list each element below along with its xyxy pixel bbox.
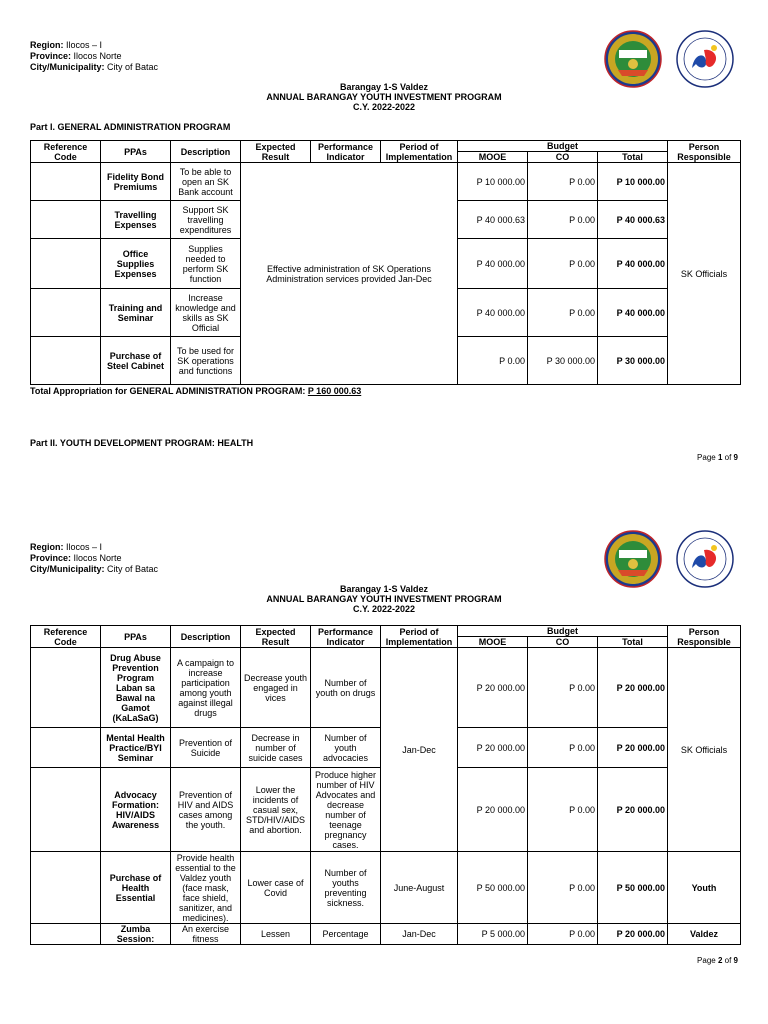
expected-result-merged-cell: Effective administration of SK Operations Administration services provided Jan-Dec [241, 163, 458, 385]
total-cell: P 10 000.00 [598, 163, 668, 201]
page-of: of [724, 453, 732, 462]
co-cell: P 30 000.00 [528, 337, 598, 385]
ppa-cell: Travelling Expenses [101, 201, 171, 239]
sangguniang-kabataan-seal-icon [676, 530, 734, 588]
header-mooe: MOOE [458, 152, 528, 163]
city-of-batac-seal-icon [604, 30, 662, 88]
ppa-cell: Zumba Session: [101, 924, 171, 945]
indicator-cell: Percentage [311, 924, 381, 945]
total-cell: P 20 000.00 [598, 648, 668, 728]
ppa-cell: Office Supplies Expenses [101, 239, 171, 289]
description-cell: To be used for SK operations and functions [171, 337, 241, 385]
header-total: Total [598, 637, 668, 648]
total-cell: P 50 000.00 [598, 852, 668, 924]
total-cell: P 40 000.63 [598, 201, 668, 239]
header-description: Description [171, 626, 241, 648]
page-number [697, 956, 738, 965]
header-budget: Budget [458, 626, 668, 637]
reference-code-cell [31, 289, 101, 337]
mooe-cell: P 20 000.00 [458, 728, 528, 768]
reference-code-cell [31, 337, 101, 385]
description-cell: An exercise fitness [171, 924, 241, 945]
total-appropriation [30, 386, 361, 396]
co-cell: P 0.00 [528, 289, 598, 337]
ppa-cell: Mental Health Practice/BYI Seminar [101, 728, 171, 768]
page-2 [0, 492, 768, 984]
period-cell: Jan-Dec [381, 924, 458, 945]
total-cell: P 20 000.00 [598, 768, 668, 852]
header-expected-result: Expected Result [241, 141, 311, 163]
expected-result-cell: Decrease youth engaged in vices [241, 648, 311, 728]
person-responsible-cell: Valdez [668, 924, 741, 945]
person-responsible-merged-cell: SK Officials [668, 163, 741, 385]
header-mooe: MOOE [458, 637, 528, 648]
co-cell: P 0.00 [528, 924, 598, 945]
indicator-cell: Produce higher number of HIV Advocates and decrease number of teenage pregnancy cases. [311, 768, 381, 852]
total-appropriation-value: P 160 000.63 [307, 386, 362, 396]
sangguniang-kabataan-seal-icon [676, 30, 734, 88]
total-cell: P 30 000.00 [598, 337, 668, 385]
total-cell: P 40 000.00 [598, 239, 668, 289]
co-cell: P 0.00 [528, 852, 598, 924]
page-total: 9 [733, 956, 738, 965]
reference-code-cell [31, 648, 101, 728]
header-meta [30, 542, 158, 575]
header-person-responsible: Person Responsible [668, 626, 741, 648]
table-row [31, 163, 741, 201]
header-reference-code: Reference Code [31, 626, 101, 648]
ppa-cell: Fidelity Bond Premiums [101, 163, 171, 201]
province-value: Ilocos Norte [73, 51, 122, 61]
description-cell: Support SK travelling expenditures [171, 201, 241, 239]
province-label: Province: [30, 51, 72, 61]
period-merged-cell: Jan-Dec [381, 648, 458, 852]
mooe-cell: P 5 000.00 [458, 924, 528, 945]
city-value: City of Batac [107, 564, 159, 574]
expected-result-cell: Lessen [241, 924, 311, 945]
total-cell: P 40 000.00 [598, 289, 668, 337]
description-cell: To be able to open an SK Bank account [171, 163, 241, 201]
part-1-heading: Part I. GENERAL ADMINISTRATION PROGRAM [30, 122, 231, 132]
description-cell: A campaign to increase participation among youth against illegal drugs [171, 648, 241, 728]
indicator-cell: Number of youth on drugs [311, 648, 381, 728]
page-total: 9 [733, 453, 738, 462]
general-admin-table [30, 140, 741, 385]
co-cell: P 0.00 [528, 163, 598, 201]
calendar-year: C.Y. 2022-2022 [352, 102, 416, 112]
document-title [0, 82, 768, 112]
youth-health-table [30, 625, 741, 945]
province-value: Ilocos Norte [73, 553, 122, 563]
total-appropriation-label: Total Appropriation for GENERAL ADMINISTRATION PROGRAM: [30, 386, 306, 396]
city-label: City/Municipality: [30, 564, 105, 574]
city-of-batac-seal-icon [604, 530, 662, 588]
table-row [31, 852, 741, 924]
header-period: Period of Implementation [381, 141, 458, 163]
expected-result-cell: Lower the incidents of casual sex, STD/HIV/AIDS and abortion. [241, 768, 311, 852]
page-label: Page [697, 956, 716, 965]
page-current: 1 [717, 453, 723, 462]
city-value: City of Batac [107, 62, 159, 72]
region-value: Ilocos – I [66, 40, 103, 50]
description-cell: Prevention of Suicide [171, 728, 241, 768]
mooe-cell: P 20 000.00 [458, 768, 528, 852]
calendar-year: C.Y. 2022-2022 [352, 604, 416, 614]
co-cell: P 0.00 [528, 239, 598, 289]
reference-code-cell [31, 924, 101, 945]
mooe-cell: P 10 000.00 [458, 163, 528, 201]
reference-code-cell [31, 201, 101, 239]
person-responsible-cell: Youth [668, 852, 741, 924]
expected-result-cell: Lower case of Covid [241, 852, 311, 924]
region-value: Ilocos – I [66, 542, 103, 552]
reference-code-cell [31, 768, 101, 852]
person-responsible-merged-cell: SK Officials [668, 648, 741, 852]
ppa-cell: Advocacy Formation: HIV/AIDS Awareness [101, 768, 171, 852]
table-row [31, 924, 741, 945]
header-expected-result: Expected Result [241, 626, 311, 648]
header-period: Period of Implementation [381, 626, 458, 648]
header-meta [30, 40, 158, 73]
mooe-cell: P 40 000.63 [458, 201, 528, 239]
header-total: Total [598, 152, 668, 163]
mooe-cell: P 20 000.00 [458, 648, 528, 728]
header-description: Description [171, 141, 241, 163]
ppa-cell: Purchase of Health Essential [101, 852, 171, 924]
header-performance-indicator: Performance Indicator [311, 626, 381, 648]
page-label: Page [697, 453, 716, 462]
total-cell: P 20 000.00 [598, 728, 668, 768]
program-name: ANNUAL BARANGAY YOUTH INVESTMENT PROGRAM [266, 92, 502, 102]
document-title [0, 584, 768, 614]
mooe-cell: P 40 000.00 [458, 289, 528, 337]
program-name: ANNUAL BARANGAY YOUTH INVESTMENT PROGRAM [266, 594, 502, 604]
header-person-responsible: Person Responsible [668, 141, 741, 163]
barangay-name: Barangay 1-S Valdez [339, 584, 429, 594]
reference-code-cell [31, 728, 101, 768]
header-co: CO [528, 152, 598, 163]
mooe-cell: P 40 000.00 [458, 239, 528, 289]
ppa-cell: Training and Seminar [101, 289, 171, 337]
page-current: 2 [717, 956, 723, 965]
mooe-cell: P 0.00 [458, 337, 528, 385]
barangay-name: Barangay 1-S Valdez [339, 82, 429, 92]
header-co: CO [528, 637, 598, 648]
page-of: of [724, 956, 732, 965]
ppa-cell: Purchase of Steel Cabinet [101, 337, 171, 385]
description-cell: Provide health essential to the Valdez youth (face mask, face shield, sanitizer, and medicines). [171, 852, 241, 924]
province-label: Province: [30, 553, 72, 563]
part-2-heading: Part II. YOUTH DEVELOPMENT PROGRAM: HEALTH [30, 438, 254, 448]
co-cell: P 0.00 [528, 768, 598, 852]
expected-result-cell: Decrease in number of suicide cases [241, 728, 311, 768]
city-label: City/Municipality: [30, 62, 105, 72]
co-cell: P 0.00 [528, 201, 598, 239]
header-reference-code: Reference Code [31, 141, 101, 163]
region-label: Region: [30, 542, 64, 552]
region-label: Region: [30, 40, 64, 50]
description-cell: Supplies needed to perform SK function [171, 239, 241, 289]
ppa-cell: Drug Abuse Prevention Program Laban sa Bawal na Gamot (KaLaSaG) [101, 648, 171, 728]
header-performance-indicator: Performance Indicator [311, 141, 381, 163]
header-budget: Budget [458, 141, 668, 152]
reference-code-cell [31, 239, 101, 289]
mooe-cell: P 50 000.00 [458, 852, 528, 924]
description-cell: Prevention of HIV and AIDS cases among the youth. [171, 768, 241, 852]
header-ppas: PPAs [101, 141, 171, 163]
co-cell: P 0.00 [528, 728, 598, 768]
table-row [31, 648, 741, 728]
description-cell: Increase knowledge and skills as SK Official [171, 289, 241, 337]
reference-code-cell [31, 852, 101, 924]
co-cell: P 0.00 [528, 648, 598, 728]
total-cell: P 20 000.00 [598, 924, 668, 945]
indicator-cell: Number of youth advocacies [311, 728, 381, 768]
indicator-cell: Number of youths preventing sickness. [311, 852, 381, 924]
reference-code-cell [31, 163, 101, 201]
page-1 [0, 0, 768, 492]
header-ppas: PPAs [101, 626, 171, 648]
page-number [697, 453, 738, 462]
period-cell: June-August [381, 852, 458, 924]
